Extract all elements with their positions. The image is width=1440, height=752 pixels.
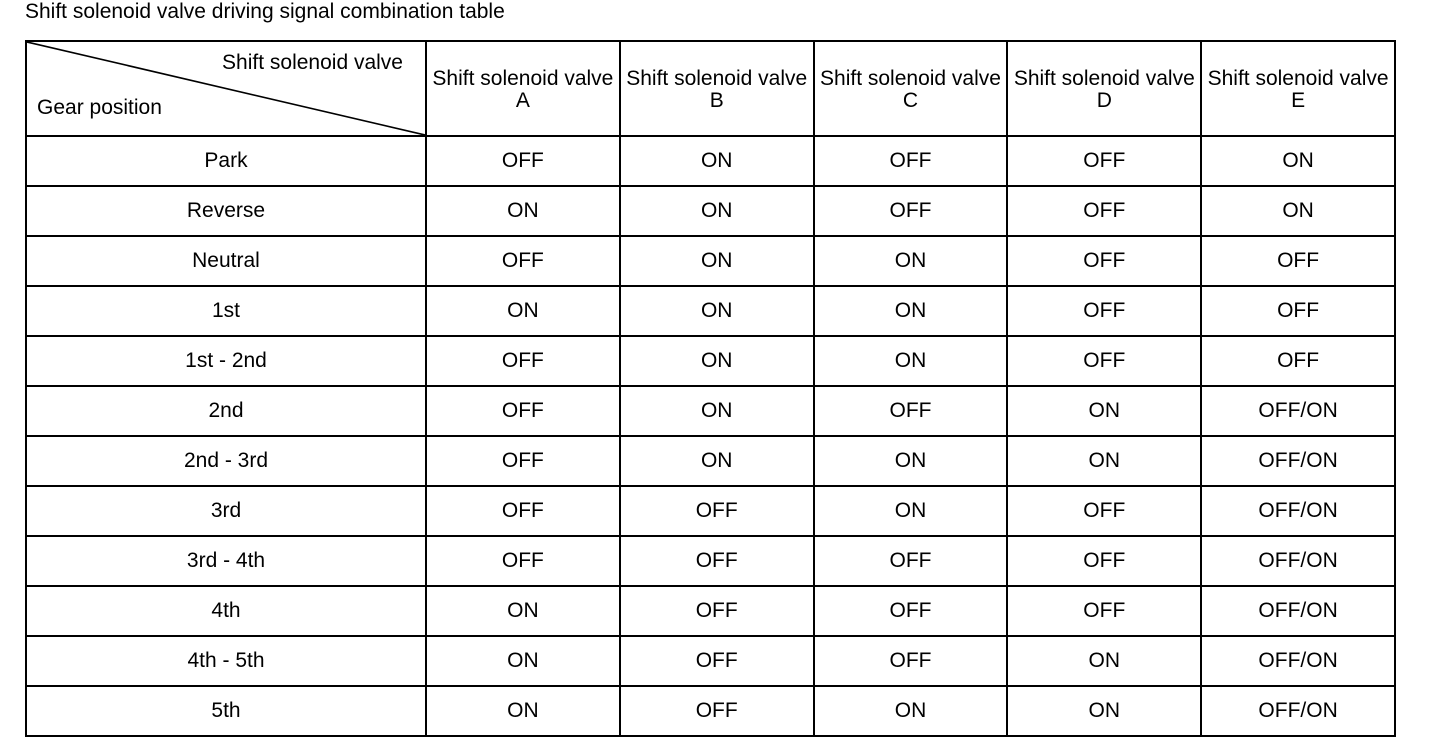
gear-position-cell: 1st xyxy=(26,286,426,336)
header-valve-a: Shift solenoid valve A xyxy=(426,41,620,136)
valve-e-cell: ON xyxy=(1201,136,1395,186)
valve-e-cell: OFF xyxy=(1201,336,1395,386)
valve-b-cell: OFF xyxy=(620,486,814,536)
gear-position-cell: Reverse xyxy=(26,186,426,236)
valve-b-cell: ON xyxy=(620,236,814,286)
table-body xyxy=(26,136,1395,736)
valve-c-cell: ON xyxy=(814,236,1008,286)
valve-e-cell: OFF/ON xyxy=(1201,686,1395,736)
valve-c-cell: OFF xyxy=(814,586,1008,636)
table-row xyxy=(26,436,1395,486)
table-row xyxy=(26,386,1395,436)
valve-b-cell: ON xyxy=(620,136,814,186)
corner-column-label: Shift solenoid valve xyxy=(222,51,403,74)
table-row xyxy=(26,486,1395,536)
valve-a-cell: ON xyxy=(426,186,620,236)
table-row xyxy=(26,586,1395,636)
valve-b-cell: ON xyxy=(620,436,814,486)
valve-d-cell: OFF xyxy=(1007,486,1201,536)
table-row xyxy=(26,536,1395,586)
table-header-row xyxy=(26,41,1395,136)
valve-c-cell: OFF xyxy=(814,186,1008,236)
valve-d-cell: ON xyxy=(1007,436,1201,486)
gear-position-cell: 3rd xyxy=(26,486,426,536)
valve-a-cell: OFF xyxy=(426,436,620,486)
valve-a-cell: OFF xyxy=(426,486,620,536)
valve-d-cell: ON xyxy=(1007,386,1201,436)
valve-b-cell: ON xyxy=(620,386,814,436)
valve-a-cell: OFF xyxy=(426,536,620,586)
table-row xyxy=(26,136,1395,186)
valve-b-cell: ON xyxy=(620,286,814,336)
valve-e-cell: OFF xyxy=(1201,286,1395,336)
valve-b-cell: ON xyxy=(620,336,814,386)
valve-c-cell: ON xyxy=(814,686,1008,736)
header-valve-d: Shift solenoid valve D xyxy=(1007,41,1201,136)
valve-e-cell: OFF/ON xyxy=(1201,436,1395,486)
valve-d-cell: ON xyxy=(1007,686,1201,736)
valve-a-cell: ON xyxy=(426,586,620,636)
valve-e-cell: ON xyxy=(1201,186,1395,236)
valve-e-cell: OFF/ON xyxy=(1201,486,1395,536)
gear-position-cell: 1st - 2nd xyxy=(26,336,426,386)
solenoid-combination-table xyxy=(25,40,1396,737)
valve-b-cell: OFF xyxy=(620,686,814,736)
valve-a-cell: OFF xyxy=(426,236,620,286)
valve-e-cell: OFF/ON xyxy=(1201,536,1395,586)
valve-d-cell: OFF xyxy=(1007,186,1201,236)
valve-d-cell: OFF xyxy=(1007,536,1201,586)
valve-a-cell: ON xyxy=(426,286,620,336)
valve-a-cell: OFF xyxy=(426,336,620,386)
valve-b-cell: OFF xyxy=(620,636,814,686)
valve-e-cell: OFF/ON xyxy=(1201,636,1395,686)
header-valve-c: Shift solenoid valve C xyxy=(814,41,1008,136)
valve-b-cell: OFF xyxy=(620,586,814,636)
valve-d-cell: OFF xyxy=(1007,236,1201,286)
valve-b-cell: ON xyxy=(620,186,814,236)
valve-d-cell: ON xyxy=(1007,636,1201,686)
gear-position-cell: 5th xyxy=(26,686,426,736)
valve-c-cell: OFF xyxy=(814,636,1008,686)
gear-position-cell: 2nd xyxy=(26,386,426,436)
gear-position-cell: 2nd - 3rd xyxy=(26,436,426,486)
valve-e-cell: OFF/ON xyxy=(1201,586,1395,636)
valve-c-cell: OFF xyxy=(814,136,1008,186)
table-row xyxy=(26,186,1395,236)
valve-d-cell: OFF xyxy=(1007,586,1201,636)
valve-d-cell: OFF xyxy=(1007,136,1201,186)
valve-a-cell: ON xyxy=(426,636,620,686)
valve-d-cell: OFF xyxy=(1007,336,1201,386)
table-row xyxy=(26,236,1395,286)
header-valve-b: Shift solenoid valve B xyxy=(620,41,814,136)
gear-position-cell: 3rd - 4th xyxy=(26,536,426,586)
valve-c-cell: ON xyxy=(814,486,1008,536)
gear-position-cell: 4th xyxy=(26,586,426,636)
valve-d-cell: OFF xyxy=(1007,286,1201,336)
header-valve-e: Shift solenoid valve E xyxy=(1201,41,1395,136)
table-row xyxy=(26,286,1395,336)
valve-a-cell: OFF xyxy=(426,386,620,436)
gear-position-cell: Park xyxy=(26,136,426,186)
corner-header-cell xyxy=(26,41,426,136)
document-title: Shift solenoid valve driving signal combination table xyxy=(25,0,505,23)
valve-c-cell: OFF xyxy=(814,536,1008,586)
valve-c-cell: OFF xyxy=(814,386,1008,436)
gear-position-cell: 4th - 5th xyxy=(26,636,426,686)
valve-b-cell: OFF xyxy=(620,536,814,586)
valve-c-cell: ON xyxy=(814,286,1008,336)
valve-e-cell: OFF/ON xyxy=(1201,386,1395,436)
table-row xyxy=(26,636,1395,686)
table-row xyxy=(26,336,1395,386)
valve-a-cell: OFF xyxy=(426,136,620,186)
corner-row-label: Gear position xyxy=(37,96,162,119)
gear-position-cell: Neutral xyxy=(26,236,426,286)
valve-c-cell: ON xyxy=(814,336,1008,386)
valve-c-cell: ON xyxy=(814,436,1008,486)
valve-e-cell: OFF xyxy=(1201,236,1395,286)
table-row xyxy=(26,686,1395,736)
valve-a-cell: ON xyxy=(426,686,620,736)
